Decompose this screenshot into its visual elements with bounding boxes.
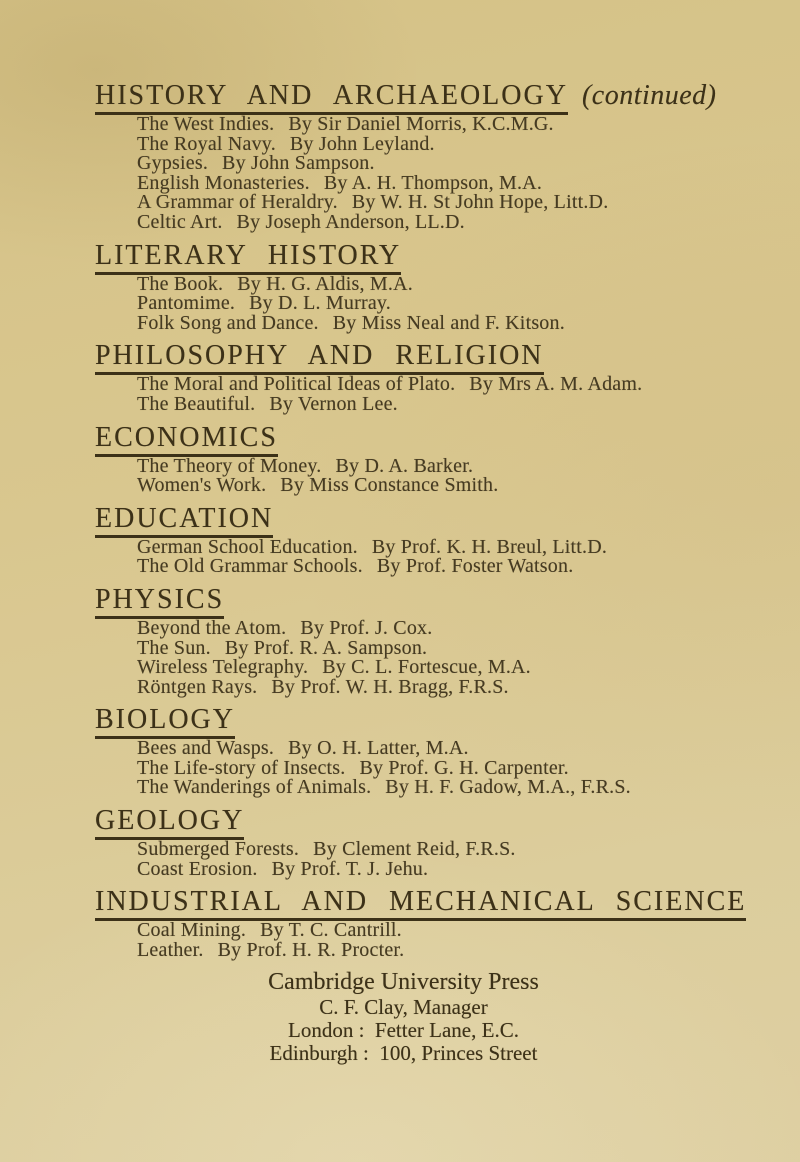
book-title: The Wanderings of Animals.: [137, 776, 372, 799]
book-author: By Miss Constance Smith.: [280, 474, 499, 497]
category-heading: [95, 81, 742, 115]
book-author: By Sir Daniel Morris, K.C.M.G.: [288, 113, 554, 135]
book-title: Celtic Art.: [137, 210, 223, 233]
book-title: The Royal Navy.: [137, 132, 276, 155]
book-title: Women's Work.: [137, 474, 267, 497]
book-title: Coal Mining.: [137, 919, 247, 942]
category-section: [95, 705, 742, 798]
book-title: Bees and Wasps.: [137, 737, 275, 760]
book-entry: [137, 857, 742, 880]
book-author: By Prof. T. J. Jehu.: [271, 857, 429, 880]
category-section: [95, 806, 742, 879]
category-heading: [95, 585, 742, 619]
book-author: By T. C. Cantrill.: [260, 919, 402, 942]
book-entries: [137, 454, 742, 497]
book-entry: [137, 938, 742, 961]
category-title: ECONOMICS: [95, 423, 278, 457]
book-author: By Vernon Lee.: [269, 392, 398, 415]
book-entry: [137, 778, 742, 798]
book-author: By A. H. Thompson, M.A.: [323, 171, 543, 194]
book-entry: [137, 392, 742, 415]
book-entries: [137, 375, 742, 414]
book-author: By Mrs A. M. Adam.: [469, 373, 643, 396]
book-entries: [137, 739, 742, 798]
book-title: German School Education.: [137, 535, 358, 558]
book-author: By D. A. Barker.: [335, 454, 474, 477]
category-title: EDUCATION: [95, 504, 273, 538]
category-heading: [95, 241, 742, 275]
category-title: PHYSICS: [95, 585, 224, 619]
book-author: By Prof. H. R. Procter.: [217, 938, 405, 961]
category-section: [95, 504, 742, 577]
book-entries: [137, 616, 742, 698]
category-heading: [95, 504, 742, 538]
category-section: [95, 886, 747, 961]
book-title: Wireless Telegraphy.: [137, 656, 309, 679]
book-author: By Prof. J. Cox.: [300, 616, 433, 639]
book-author: By Prof. K. H. Breul, Litt.D.: [371, 535, 608, 558]
book-title: Coast Erosion.: [137, 857, 258, 880]
book-entry: [137, 921, 742, 941]
book-title: The Life-story of Insects.: [137, 756, 346, 779]
category-section: [95, 423, 742, 496]
category-title: INDUSTRIAL AND MECHANICAL SCIENCE: [95, 887, 746, 921]
category-section: [95, 241, 742, 334]
book-author: By O. H. Latter, M.A.: [288, 737, 469, 760]
category-title: LITERARY HISTORY: [95, 241, 401, 275]
book-title: Beyond the Atom.: [137, 616, 287, 639]
category-title: HISTORY AND ARCHAEOLOGY: [95, 81, 568, 115]
publisher-imprint: [80, 968, 727, 1065]
book-title: Röntgen Rays.: [137, 675, 258, 698]
book-title: The Old Grammar Schools.: [137, 555, 363, 578]
publisher-address-edinburgh: Edinburgh : 100, Princes Street: [269, 1041, 538, 1066]
book-title: Leather.: [137, 938, 204, 961]
book-title: Pantomime.: [137, 292, 236, 315]
category-heading: [95, 806, 742, 840]
book-author: By Prof. R. A. Sampson.: [224, 636, 428, 659]
book-title: The Theory of Money.: [137, 454, 322, 477]
book-category-list: [95, 80, 747, 961]
category-title: GEOLOGY: [95, 806, 244, 840]
category-section: [95, 341, 742, 414]
book-author: By Clement Reid, F.R.S.: [313, 838, 516, 861]
category-section: [95, 585, 742, 697]
book-title: The Beautiful.: [137, 392, 256, 415]
book-author: By Prof. G. H. Carpenter.: [359, 756, 569, 779]
book-title: Submerged Forests.: [137, 838, 300, 861]
book-entries: [137, 535, 742, 578]
book-entry: [137, 210, 742, 233]
book-entries: [137, 840, 742, 879]
book-title: The Sun.: [137, 636, 211, 659]
book-entries: [137, 115, 742, 233]
publisher-address-london: London : Fetter Lane, E.C.: [288, 1018, 519, 1043]
book-title: Folk Song and Dance.: [137, 311, 319, 334]
category-heading: [95, 423, 742, 457]
book-entry: [137, 476, 742, 496]
book-author: By D. L. Murray.: [249, 292, 391, 315]
book-entry: [137, 557, 742, 577]
category-title: PHILOSOPHY AND RELIGION: [95, 341, 544, 375]
category-continued-note: (continued): [581, 80, 717, 111]
book-author: By W. H. St John Hope, Litt.D.: [351, 191, 609, 214]
category-title: BIOLOGY: [95, 705, 235, 739]
book-title: The West Indies.: [137, 113, 275, 135]
book-entry: [137, 311, 742, 334]
book-author: By H. F. Gadow, M.A., F.R.S.: [385, 776, 631, 799]
book-author: By H. G. Aldis, M.A.: [237, 272, 413, 295]
publisher-name: Cambridge University Press: [268, 969, 539, 996]
book-entries: [137, 921, 742, 960]
book-author: By Miss Neal and F. Kitson.: [332, 311, 565, 334]
book-author: By John Sampson.: [222, 152, 375, 175]
book-author: By John Leyland.: [289, 132, 435, 155]
publisher-manager: C. F. Clay, Manager: [319, 995, 488, 1020]
category-section: [95, 81, 742, 233]
book-entry: [137, 616, 742, 639]
book-author: By Prof. Foster Watson.: [376, 555, 574, 578]
book-author: By Prof. W. H. Bragg, F.R.S.: [271, 675, 509, 698]
book-author: By C. L. Fortescue, M.A.: [322, 656, 531, 679]
category-heading: [95, 341, 742, 375]
category-heading: [95, 705, 742, 739]
book-entries: [137, 272, 742, 334]
book-title: The Book.: [137, 272, 224, 295]
book-title: The Moral and Political Ideas of Plato.: [137, 373, 456, 396]
book-author: By Joseph Anderson, LL.D.: [236, 210, 465, 233]
book-title: Gypsies.: [137, 152, 209, 175]
book-entry: [137, 675, 742, 698]
category-heading: [95, 886, 747, 921]
book-title: English Monasteries.: [137, 171, 310, 194]
book-title: A Grammar of Heraldry.: [137, 191, 338, 214]
